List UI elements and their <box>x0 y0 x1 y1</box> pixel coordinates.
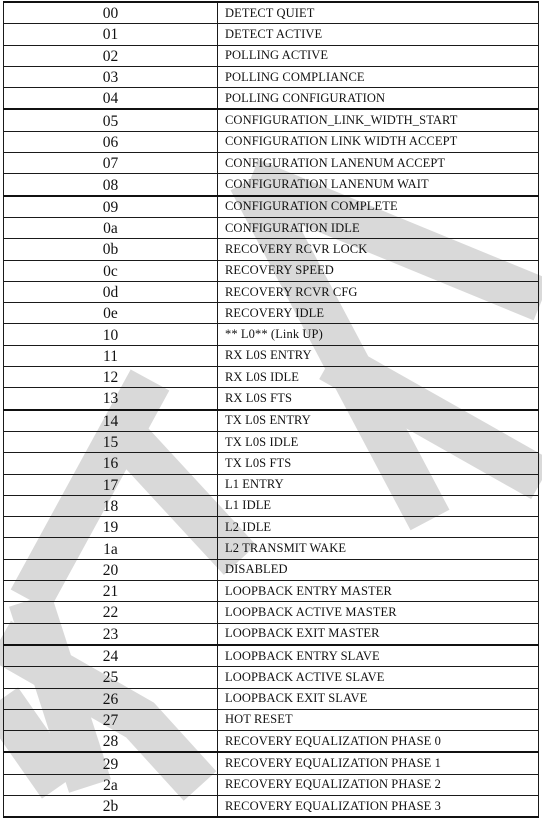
state-name-cell: TX L0S IDLE <box>218 431 539 452</box>
state-code-cell: 21 <box>4 581 218 602</box>
table-row <box>4 239 539 260</box>
state-name-cell: RX L0S IDLE <box>218 367 539 388</box>
state-code-cell: 27 <box>4 709 218 730</box>
table-row <box>4 131 539 152</box>
state-name-cell: LOOPBACK ACTIVE MASTER <box>218 602 539 623</box>
table-row <box>4 174 539 196</box>
state-name-cell: LOOPBACK EXIT SLAVE <box>218 688 539 709</box>
table-row <box>4 559 539 580</box>
state-name-cell: RX L0S ENTRY <box>218 345 539 366</box>
table-row <box>4 324 539 345</box>
state-code-cell: 12 <box>4 367 218 388</box>
state-code-cell: 18 <box>4 495 218 516</box>
state-name-cell: CONFIGURATION LINK WIDTH ACCEPT <box>218 131 539 152</box>
table-row <box>4 88 539 110</box>
state-code-cell: 17 <box>4 474 218 495</box>
state-name-cell: CONFIGURATION_LINK_WIDTH_START <box>218 109 539 131</box>
state-code-cell: 28 <box>4 731 218 753</box>
state-code-cell: 10 <box>4 324 218 345</box>
table-row <box>4 752 539 774</box>
table-row <box>4 303 539 324</box>
table-row <box>4 517 539 538</box>
state-code-cell: 08 <box>4 174 218 196</box>
table-row <box>4 388 539 410</box>
state-code-cell: 29 <box>4 752 218 774</box>
state-code-cell: 2a <box>4 774 218 795</box>
state-name-cell: L1 ENTRY <box>218 474 539 495</box>
table-row <box>4 667 539 688</box>
table-row <box>4 410 539 432</box>
state-name-cell: TX L0S ENTRY <box>218 410 539 432</box>
state-code-cell: 09 <box>4 196 218 218</box>
state-code-cell: 11 <box>4 345 218 366</box>
state-name-cell: LOOPBACK ENTRY MASTER <box>218 581 539 602</box>
state-name-cell: RECOVERY RCVR LOCK <box>218 239 539 260</box>
state-name-cell: RECOVERY EQUALIZATION PHASE 0 <box>218 731 539 753</box>
table-row <box>4 795 539 817</box>
state-code-cell: 15 <box>4 431 218 452</box>
state-name-cell: L2 TRANSMIT WAKE <box>218 538 539 559</box>
table-row <box>4 688 539 709</box>
state-code-cell: 01 <box>4 24 218 45</box>
table-row <box>4 2 539 24</box>
table-row <box>4 24 539 45</box>
state-code-cell: 22 <box>4 602 218 623</box>
state-code-cell: 04 <box>4 88 218 110</box>
state-code-cell: 26 <box>4 688 218 709</box>
state-name-cell: RECOVERY SPEED <box>218 260 539 281</box>
state-name-cell: CONFIGURATION LANENUM ACCEPT <box>218 153 539 174</box>
state-name-cell: CONFIGURATION COMPLETE <box>218 196 539 218</box>
state-code-cell: 0c <box>4 260 218 281</box>
state-code-cell: 25 <box>4 667 218 688</box>
state-name-cell: RECOVERY EQUALIZATION PHASE 3 <box>218 795 539 817</box>
state-code-cell: 1a <box>4 538 218 559</box>
state-code-cell: 00 <box>4 2 218 24</box>
state-name-cell: DETECT ACTIVE <box>218 24 539 45</box>
state-name-cell: DISABLED <box>218 559 539 580</box>
table-row <box>4 474 539 495</box>
table-row <box>4 774 539 795</box>
state-code-cell: 02 <box>4 45 218 66</box>
table-row <box>4 709 539 730</box>
table-row <box>4 345 539 366</box>
table-body <box>4 2 539 817</box>
table-row <box>4 581 539 602</box>
state-name-cell: CONFIGURATION IDLE <box>218 217 539 238</box>
table-row <box>4 45 539 66</box>
table-row <box>4 731 539 753</box>
state-name-cell: DETECT QUIET <box>218 2 539 24</box>
state-name-cell: ** L0** (Link UP) <box>218 324 539 345</box>
state-name-cell: L1 IDLE <box>218 495 539 516</box>
state-code-cell: 19 <box>4 517 218 538</box>
state-code-cell: 05 <box>4 109 218 131</box>
state-code-cell: 0b <box>4 239 218 260</box>
table-row <box>4 217 539 238</box>
table-row <box>4 281 539 302</box>
state-code-cell: 06 <box>4 131 218 152</box>
state-name-cell: RECOVERY EQUALIZATION PHASE 1 <box>218 752 539 774</box>
state-code-cell: 03 <box>4 66 218 87</box>
table-row <box>4 453 539 474</box>
ltssm-state-table <box>3 1 539 818</box>
state-name-cell: LOOPBACK ENTRY SLAVE <box>218 645 539 667</box>
state-name-cell: POLLING COMPLIANCE <box>218 66 539 87</box>
state-code-cell: 23 <box>4 623 218 645</box>
state-name-cell: LOOPBACK ACTIVE SLAVE <box>218 667 539 688</box>
state-name-cell: TX L0S FTS <box>218 453 539 474</box>
state-name-cell: POLLING CONFIGURATION <box>218 88 539 110</box>
state-code-cell: 13 <box>4 388 218 410</box>
table-row <box>4 153 539 174</box>
table-row <box>4 196 539 218</box>
state-name-cell: LOOPBACK EXIT MASTER <box>218 623 539 645</box>
state-name-cell: POLLING ACTIVE <box>218 45 539 66</box>
table-row <box>4 602 539 623</box>
state-code-cell: 24 <box>4 645 218 667</box>
state-code-cell: 0a <box>4 217 218 238</box>
state-code-cell: 0d <box>4 281 218 302</box>
state-code-cell: 07 <box>4 153 218 174</box>
state-name-cell: RX L0S FTS <box>218 388 539 410</box>
state-code-cell: 0e <box>4 303 218 324</box>
state-name-cell: RECOVERY RCVR CFG <box>218 281 539 302</box>
table-row <box>4 623 539 645</box>
table-row <box>4 260 539 281</box>
table-row <box>4 109 539 131</box>
state-code-cell: 16 <box>4 453 218 474</box>
table-row <box>4 431 539 452</box>
table-row <box>4 495 539 516</box>
state-code-cell: 14 <box>4 410 218 432</box>
state-name-cell: RECOVERY EQUALIZATION PHASE 2 <box>218 774 539 795</box>
state-name-cell: HOT RESET <box>218 709 539 730</box>
table-row <box>4 66 539 87</box>
table-row <box>4 645 539 667</box>
table-row <box>4 538 539 559</box>
state-code-cell: 20 <box>4 559 218 580</box>
table-row <box>4 367 539 388</box>
state-name-cell: L2 IDLE <box>218 517 539 538</box>
state-name-cell: CONFIGURATION LANENUM WAIT <box>218 174 539 196</box>
state-name-cell: RECOVERY IDLE <box>218 303 539 324</box>
state-code-cell: 2b <box>4 795 218 817</box>
